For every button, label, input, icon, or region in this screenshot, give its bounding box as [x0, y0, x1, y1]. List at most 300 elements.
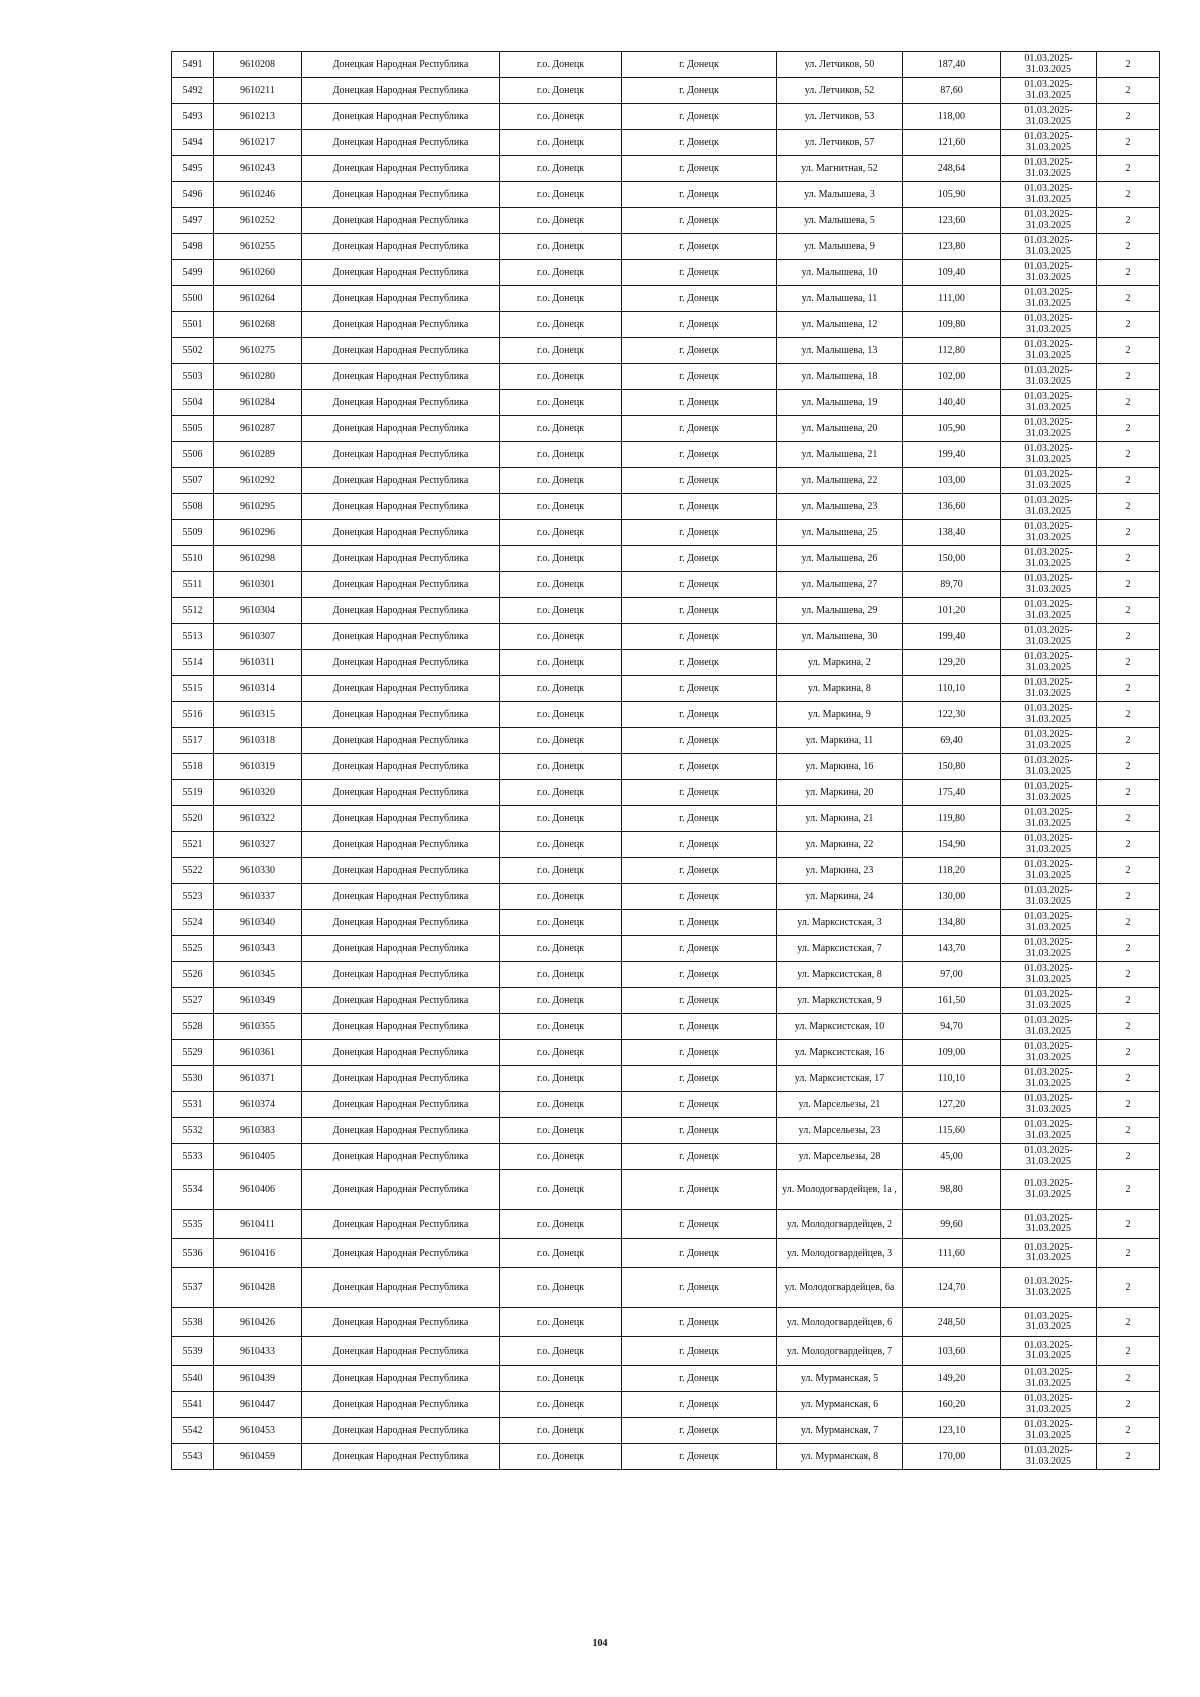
row-number-cell: 5507 — [172, 468, 214, 494]
period-end: 31.03.2025 — [1026, 271, 1071, 283]
row-number-cell: 5516 — [172, 702, 214, 728]
address-cell: ул. Малышева, 12 — [777, 312, 903, 338]
address-cell: ул. Марксистская, 17 — [777, 1066, 903, 1092]
address-cell: ул. Марксистская, 7 — [777, 936, 903, 962]
address-cell: ул. Маркина, 23 — [777, 858, 903, 884]
district-cell: г.о. Донецк — [500, 1308, 622, 1337]
area-cell: 199,40 — [903, 442, 1001, 468]
row-number-cell: 5497 — [172, 208, 214, 234]
object-code-cell: 9610405 — [214, 1144, 302, 1170]
period-cell — [1001, 1014, 1097, 1040]
district-cell: г.о. Донецк — [500, 208, 622, 234]
period-cell — [1001, 416, 1097, 442]
area-cell: 154,90 — [903, 832, 1001, 858]
period-cell — [1001, 1118, 1097, 1144]
table-row — [172, 676, 1160, 702]
district-cell: г.о. Донецк — [500, 104, 622, 130]
region-cell: Донецкая Народная Республика — [302, 1337, 500, 1366]
object-code-cell: 9610287 — [214, 416, 302, 442]
period-start: 01.03.2025- — [1024, 781, 1073, 792]
city-cell: г. Донецк — [622, 910, 777, 936]
period-cell — [1001, 780, 1097, 806]
period-cell — [1001, 156, 1097, 182]
category-cell: 2 — [1097, 78, 1160, 104]
period-start: 01.03.2025- — [1024, 1178, 1073, 1189]
city-cell: г. Донецк — [622, 1066, 777, 1092]
table-row — [172, 520, 1160, 546]
object-code-cell: 9610320 — [214, 780, 302, 806]
period-cell — [1001, 1337, 1097, 1366]
category-cell: 2 — [1097, 104, 1160, 130]
region-cell: Донецкая Народная Республика — [302, 1308, 500, 1337]
district-cell: г.о. Донецк — [500, 286, 622, 312]
category-cell: 2 — [1097, 1092, 1160, 1118]
address-cell: ул. Маркина, 22 — [777, 832, 903, 858]
period-end: 31.03.2025 — [1026, 635, 1071, 647]
table-row — [172, 416, 1160, 442]
row-number-cell: 5537 — [172, 1268, 214, 1308]
area-cell: 109,00 — [903, 1040, 1001, 1066]
object-code-cell: 9610284 — [214, 390, 302, 416]
district-cell: г.о. Донецк — [500, 962, 622, 988]
region-cell: Донецкая Народная Республика — [302, 104, 500, 130]
row-number-cell: 5525 — [172, 936, 214, 962]
area-cell: 134,80 — [903, 910, 1001, 936]
period-end: 31.03.2025 — [1026, 583, 1071, 595]
region-cell: Донецкая Народная Республика — [302, 858, 500, 884]
period-cell — [1001, 494, 1097, 520]
period-cell — [1001, 1040, 1097, 1066]
area-cell: 99,60 — [903, 1210, 1001, 1239]
period-end: 31.03.2025 — [1026, 661, 1071, 673]
area-cell: 143,70 — [903, 936, 1001, 962]
table-row — [172, 1210, 1160, 1239]
city-cell: г. Донецк — [622, 936, 777, 962]
category-cell: 2 — [1097, 1014, 1160, 1040]
period-start: 01.03.2025- — [1024, 53, 1073, 64]
row-number-cell: 5539 — [172, 1337, 214, 1366]
region-cell: Донецкая Народная Республика — [302, 234, 500, 260]
period-end: 31.03.2025 — [1026, 219, 1071, 231]
row-number-cell: 5501 — [172, 312, 214, 338]
district-cell: г.о. Донецк — [500, 806, 622, 832]
period-end: 31.03.2025 — [1026, 1188, 1071, 1200]
category-cell: 2 — [1097, 910, 1160, 936]
period-start: 01.03.2025- — [1024, 573, 1073, 584]
address-cell: ул. Магнитная, 52 — [777, 156, 903, 182]
period-end: 31.03.2025 — [1026, 1252, 1071, 1263]
region-cell: Донецкая Народная Республика — [302, 130, 500, 156]
period-cell — [1001, 624, 1097, 650]
region-cell: Донецкая Народная Республика — [302, 1040, 500, 1066]
table-row — [172, 312, 1160, 338]
period-end: 31.03.2025 — [1026, 869, 1071, 881]
region-cell: Донецкая Народная Республика — [302, 884, 500, 910]
district-cell: г.о. Донецк — [500, 1092, 622, 1118]
object-code-cell: 9610296 — [214, 520, 302, 546]
period-end: 31.03.2025 — [1026, 115, 1071, 127]
address-cell: ул. Маркина, 11 — [777, 728, 903, 754]
period-cell — [1001, 1170, 1097, 1210]
address-cell: ул. Маркина, 2 — [777, 650, 903, 676]
region-cell: Донецкая Народная Республика — [302, 52, 500, 78]
city-cell: г. Донецк — [622, 1268, 777, 1308]
category-cell: 2 — [1097, 338, 1160, 364]
district-cell: г.о. Донецк — [500, 1418, 622, 1444]
area-cell: 122,30 — [903, 702, 1001, 728]
address-cell: ул. Летчиков, 57 — [777, 130, 903, 156]
region-cell: Донецкая Народная Республика — [302, 1418, 500, 1444]
district-cell: г.о. Донецк — [500, 260, 622, 286]
period-end: 31.03.2025 — [1026, 1051, 1071, 1063]
period-start: 01.03.2025- — [1024, 1093, 1073, 1104]
city-cell: г. Донецк — [622, 1118, 777, 1144]
object-code-cell: 9610330 — [214, 858, 302, 884]
category-cell: 2 — [1097, 468, 1160, 494]
address-cell: ул. Маркина, 24 — [777, 884, 903, 910]
city-cell: г. Донецк — [622, 364, 777, 390]
city-cell: г. Донецк — [622, 1418, 777, 1444]
row-number-cell: 5518 — [172, 754, 214, 780]
period-start: 01.03.2025- — [1024, 1041, 1073, 1052]
category-cell: 2 — [1097, 650, 1160, 676]
city-cell: г. Донецк — [622, 1040, 777, 1066]
row-number-cell: 5500 — [172, 286, 214, 312]
category-cell: 2 — [1097, 988, 1160, 1014]
city-cell: г. Донецк — [622, 962, 777, 988]
period-cell — [1001, 1268, 1097, 1308]
category-cell: 2 — [1097, 1444, 1160, 1470]
period-end: 31.03.2025 — [1026, 999, 1071, 1011]
city-cell: г. Донецк — [622, 338, 777, 364]
area-cell: 127,20 — [903, 1092, 1001, 1118]
period-end: 31.03.2025 — [1026, 1025, 1071, 1037]
area-cell: 199,40 — [903, 624, 1001, 650]
table-row — [172, 1066, 1160, 1092]
area-cell: 119,80 — [903, 806, 1001, 832]
object-code-cell: 9610374 — [214, 1092, 302, 1118]
period-start: 01.03.2025- — [1024, 677, 1073, 688]
period-cell — [1001, 1210, 1097, 1239]
period-cell — [1001, 910, 1097, 936]
district-cell: г.о. Донецк — [500, 494, 622, 520]
object-code-cell: 9610260 — [214, 260, 302, 286]
address-cell: ул. Мурманская, 8 — [777, 1444, 903, 1470]
period-cell — [1001, 728, 1097, 754]
table-row — [172, 156, 1160, 182]
region-cell: Донецкая Народная Республика — [302, 676, 500, 702]
period-start: 01.03.2025- — [1024, 599, 1073, 610]
area-cell: 170,00 — [903, 1444, 1001, 1470]
address-cell: ул. Марксистская, 3 — [777, 910, 903, 936]
table-row — [172, 988, 1160, 1014]
area-cell: 97,00 — [903, 962, 1001, 988]
period-end: 31.03.2025 — [1026, 193, 1071, 205]
region-cell: Донецкая Народная Республика — [302, 988, 500, 1014]
period-end: 31.03.2025 — [1026, 791, 1071, 803]
object-code-cell: 9610355 — [214, 1014, 302, 1040]
city-cell: г. Донецк — [622, 728, 777, 754]
period-start: 01.03.2025- — [1024, 1015, 1073, 1026]
table-row — [172, 702, 1160, 728]
city-cell: г. Донецк — [622, 260, 777, 286]
address-cell: ул. Молодогвардейцев, 2 — [777, 1210, 903, 1239]
object-code-cell: 9610243 — [214, 156, 302, 182]
period-start: 01.03.2025- — [1024, 885, 1073, 896]
object-code-cell: 9610246 — [214, 182, 302, 208]
period-start: 01.03.2025- — [1024, 963, 1073, 974]
table-row — [172, 962, 1160, 988]
area-cell: 150,00 — [903, 546, 1001, 572]
period-end: 31.03.2025 — [1026, 167, 1071, 179]
city-cell: г. Донецк — [622, 442, 777, 468]
category-cell: 2 — [1097, 494, 1160, 520]
table-row — [172, 936, 1160, 962]
city-cell: г. Донецк — [622, 520, 777, 546]
category-cell: 2 — [1097, 884, 1160, 910]
period-cell — [1001, 988, 1097, 1014]
address-cell: ул. Малышева, 30 — [777, 624, 903, 650]
table-row — [172, 442, 1160, 468]
city-cell: г. Донецк — [622, 468, 777, 494]
region-cell: Донецкая Народная Республика — [302, 728, 500, 754]
area-cell: 102,00 — [903, 364, 1001, 390]
address-cell: ул. Малышева, 5 — [777, 208, 903, 234]
table-row — [172, 780, 1160, 806]
region-cell: Донецкая Народная Республика — [302, 1092, 500, 1118]
category-cell: 2 — [1097, 702, 1160, 728]
city-cell: г. Донецк — [622, 1392, 777, 1418]
period-start: 01.03.2025- — [1024, 313, 1073, 324]
period-cell — [1001, 936, 1097, 962]
region-cell: Донецкая Народная Республика — [302, 624, 500, 650]
period-end: 31.03.2025 — [1026, 453, 1071, 465]
address-cell: ул. Марксистская, 16 — [777, 1040, 903, 1066]
address-cell: ул. Маркина, 9 — [777, 702, 903, 728]
area-cell: 123,10 — [903, 1418, 1001, 1444]
category-cell: 2 — [1097, 156, 1160, 182]
category-cell: 2 — [1097, 754, 1160, 780]
district-cell: г.о. Донецк — [500, 1366, 622, 1392]
object-code-cell: 9610208 — [214, 52, 302, 78]
address-cell: ул. Молодогвардейцев, 7 — [777, 1337, 903, 1366]
area-cell: 94,70 — [903, 1014, 1001, 1040]
period-start: 01.03.2025- — [1024, 1241, 1073, 1253]
region-cell: Донецкая Народная Республика — [302, 442, 500, 468]
period-start: 01.03.2025- — [1024, 937, 1073, 948]
row-number-cell: 5509 — [172, 520, 214, 546]
row-number-cell: 5506 — [172, 442, 214, 468]
district-cell: г.о. Донецк — [500, 858, 622, 884]
period-start: 01.03.2025- — [1024, 209, 1073, 220]
period-end: 31.03.2025 — [1026, 245, 1071, 257]
category-cell: 2 — [1097, 728, 1160, 754]
period-end: 31.03.2025 — [1026, 817, 1071, 829]
period-cell — [1001, 832, 1097, 858]
period-cell — [1001, 78, 1097, 104]
city-cell: г. Донецк — [622, 754, 777, 780]
period-start: 01.03.2025- — [1024, 755, 1073, 766]
period-cell — [1001, 572, 1097, 598]
category-cell: 2 — [1097, 1239, 1160, 1268]
address-cell: ул. Марсельезы, 21 — [777, 1092, 903, 1118]
row-number-cell: 5508 — [172, 494, 214, 520]
row-number-cell: 5519 — [172, 780, 214, 806]
address-cell: ул. Марксистская, 8 — [777, 962, 903, 988]
category-cell: 2 — [1097, 546, 1160, 572]
address-cell: ул. Малышева, 21 — [777, 442, 903, 468]
area-cell: 105,90 — [903, 182, 1001, 208]
category-cell: 2 — [1097, 312, 1160, 338]
object-code-cell: 9610298 — [214, 546, 302, 572]
address-cell: ул. Молодогвардейцев, 6 — [777, 1308, 903, 1337]
period-end: 31.03.2025 — [1026, 1321, 1071, 1332]
table-row — [172, 338, 1160, 364]
area-cell: 129,20 — [903, 650, 1001, 676]
register-table — [171, 51, 1160, 1470]
table-row — [172, 234, 1160, 260]
district-cell: г.о. Донецк — [500, 676, 622, 702]
period-start: 01.03.2025- — [1024, 1212, 1073, 1224]
district-cell: г.о. Донецк — [500, 1170, 622, 1210]
district-cell: г.о. Донецк — [500, 728, 622, 754]
period-start: 01.03.2025- — [1024, 989, 1073, 1000]
period-start: 01.03.2025- — [1024, 391, 1073, 402]
district-cell: г.о. Донецк — [500, 364, 622, 390]
address-cell: ул. Малышева, 19 — [777, 390, 903, 416]
city-cell: г. Донецк — [622, 416, 777, 442]
period-start: 01.03.2025- — [1024, 1310, 1073, 1322]
object-code-cell: 9610327 — [214, 832, 302, 858]
region-cell: Донецкая Народная Республика — [302, 962, 500, 988]
table-row — [172, 494, 1160, 520]
city-cell: г. Донецк — [622, 1170, 777, 1210]
area-cell: 101,20 — [903, 598, 1001, 624]
category-cell: 2 — [1097, 1144, 1160, 1170]
period-cell — [1001, 260, 1097, 286]
category-cell: 2 — [1097, 806, 1160, 832]
district-cell: г.о. Донецк — [500, 312, 622, 338]
city-cell: г. Донецк — [622, 182, 777, 208]
category-cell: 2 — [1097, 1040, 1160, 1066]
address-cell: ул. Молодогвардейцев, 6а — [777, 1268, 903, 1308]
period-start: 01.03.2025- — [1024, 651, 1073, 662]
period-start: 01.03.2025- — [1024, 339, 1073, 350]
period-cell — [1001, 702, 1097, 728]
district-cell: г.о. Донецк — [500, 1144, 622, 1170]
category-cell: 2 — [1097, 52, 1160, 78]
district-cell: г.о. Донецк — [500, 1337, 622, 1366]
district-cell: г.о. Донецк — [500, 1066, 622, 1092]
table-row — [172, 390, 1160, 416]
table-row — [172, 1118, 1160, 1144]
period-start: 01.03.2025- — [1024, 1367, 1073, 1378]
row-number-cell: 5510 — [172, 546, 214, 572]
row-number-cell: 5514 — [172, 650, 214, 676]
period-end: 31.03.2025 — [1026, 1077, 1071, 1089]
category-cell: 2 — [1097, 1268, 1160, 1308]
period-start: 01.03.2025- — [1024, 911, 1073, 922]
category-cell: 2 — [1097, 1170, 1160, 1210]
period-start: 01.03.2025- — [1024, 807, 1073, 818]
period-cell — [1001, 1144, 1097, 1170]
period-start: 01.03.2025- — [1024, 157, 1073, 168]
city-cell: г. Донецк — [622, 624, 777, 650]
district-cell: г.о. Донецк — [500, 520, 622, 546]
region-cell: Донецкая Народная Республика — [302, 182, 500, 208]
period-cell — [1001, 390, 1097, 416]
city-cell: г. Донецк — [622, 52, 777, 78]
period-cell — [1001, 1392, 1097, 1418]
region-cell: Донецкая Народная Республика — [302, 156, 500, 182]
address-cell: ул. Марксистская, 10 — [777, 1014, 903, 1040]
table-row — [172, 884, 1160, 910]
period-start: 01.03.2025- — [1024, 1145, 1073, 1156]
object-code-cell: 9610411 — [214, 1210, 302, 1239]
area-cell: 87,60 — [903, 78, 1001, 104]
row-number-cell: 5534 — [172, 1170, 214, 1210]
area-cell: 248,50 — [903, 1308, 1001, 1337]
period-end: 31.03.2025 — [1026, 1155, 1071, 1167]
row-number-cell: 5538 — [172, 1308, 214, 1337]
period-start: 01.03.2025- — [1024, 105, 1073, 116]
city-cell: г. Донецк — [622, 130, 777, 156]
address-cell: ул. Малышева, 26 — [777, 546, 903, 572]
area-cell: 150,80 — [903, 754, 1001, 780]
region-cell: Донецкая Народная Республика — [302, 208, 500, 234]
district-cell: г.о. Донецк — [500, 910, 622, 936]
period-cell — [1001, 1418, 1097, 1444]
object-code-cell: 9610255 — [214, 234, 302, 260]
period-cell — [1001, 130, 1097, 156]
object-code-cell: 9610318 — [214, 728, 302, 754]
object-code-cell: 9610361 — [214, 1040, 302, 1066]
address-cell: ул. Маркина, 16 — [777, 754, 903, 780]
row-number-cell: 5494 — [172, 130, 214, 156]
object-code-cell: 9610337 — [214, 884, 302, 910]
object-code-cell: 9610295 — [214, 494, 302, 520]
period-end: 31.03.2025 — [1026, 1129, 1071, 1141]
city-cell: г. Донецк — [622, 1144, 777, 1170]
row-number-cell: 5504 — [172, 390, 214, 416]
object-code-cell: 9610311 — [214, 650, 302, 676]
city-cell: г. Донецк — [622, 312, 777, 338]
area-cell: 89,70 — [903, 572, 1001, 598]
city-cell: г. Донецк — [622, 208, 777, 234]
table-row — [172, 572, 1160, 598]
period-cell — [1001, 364, 1097, 390]
address-cell: ул. Малышева, 13 — [777, 338, 903, 364]
table-row — [172, 1144, 1160, 1170]
period-start: 01.03.2025- — [1024, 1419, 1073, 1430]
address-cell: ул. Молодогвардейцев, 1а , — [777, 1170, 903, 1210]
address-cell: ул. Летчиков, 52 — [777, 78, 903, 104]
object-code-cell: 9610217 — [214, 130, 302, 156]
city-cell: г. Донецк — [622, 780, 777, 806]
table-row — [172, 208, 1160, 234]
table-row — [172, 1337, 1160, 1366]
row-number-cell: 5541 — [172, 1392, 214, 1418]
table-row — [172, 104, 1160, 130]
row-number-cell: 5521 — [172, 832, 214, 858]
object-code-cell: 9610264 — [214, 286, 302, 312]
region-cell: Донецкая Народная Республика — [302, 416, 500, 442]
row-number-cell: 5527 — [172, 988, 214, 1014]
category-cell: 2 — [1097, 390, 1160, 416]
period-cell — [1001, 1366, 1097, 1392]
area-cell: 98,80 — [903, 1170, 1001, 1210]
period-cell — [1001, 442, 1097, 468]
